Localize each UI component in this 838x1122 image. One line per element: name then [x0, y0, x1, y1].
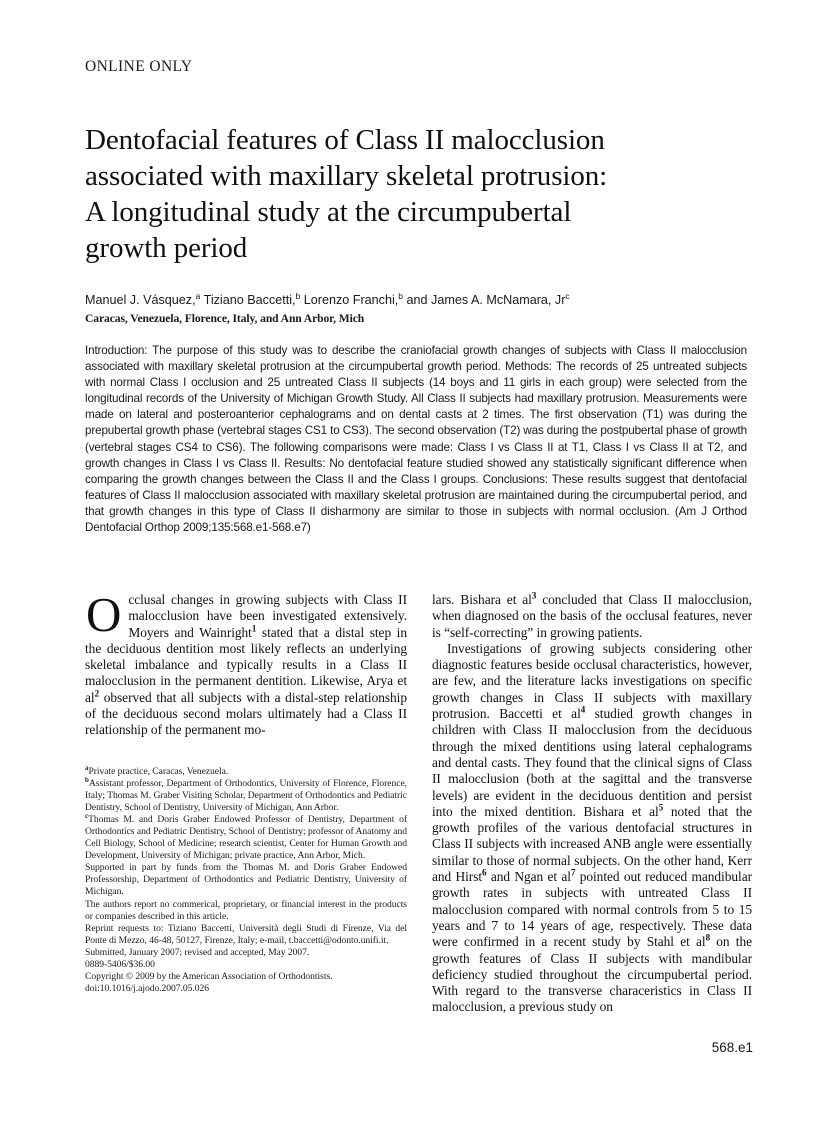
footnote-a-mark: a: [85, 763, 89, 772]
footnote-a-text: Private practice, Caracas, Venezuela.: [88, 766, 229, 777]
right-para2-part-b: studied growth changes in children with Class II malocclusion from the deciduous through the mixed dentitions using lateral cephalograms and dental casts. They found that the clinical signs of Class II malocclusion (both at the sagittal and the transverse levels) are evident in the deciduous dentition and persist into the mixed dentition. Bishara et al: [432, 706, 752, 819]
footnotes: [85, 763, 407, 995]
footnote-c: [85, 814, 407, 862]
citation-ref-3[interactable]: 3: [531, 590, 537, 601]
footnote-a: [85, 763, 407, 778]
author-3: Lorenzo Franchi,: [300, 293, 399, 307]
right-para2-part-d: and Ngan et al: [486, 869, 571, 885]
right-para2: [432, 641, 752, 1016]
footnote-reprints: Reprint requests to: Tiziano Baccetti, Università degli Studi di Firenze, Via del Ponte di Mezzo, 46-48, 50127, Firenze, Italy; e-mail, t.baccetti@odonto.unifi.it.: [85, 922, 407, 946]
left-para1-part-a: cclusal changes in growing subjects with Class II malocclusion have been investigated extensively. Moyers and Wainright: [128, 592, 407, 640]
citation-ref-1[interactable]: 1: [251, 623, 257, 634]
citation-ref-6[interactable]: 6: [482, 867, 487, 878]
right-para2-part-a: Investigations of growing subjects considering other diagnostic features beside occlusal characteristics, however, are few, and the literature lacks investigations on specific growth changes in Class II subjects with maxillary protrusion. Baccetti et al: [432, 640, 752, 722]
right-para2-part-e: pointed out reduced mandibular growth rates in subjects with untreated Class II malocclusion compared with normal controls from 5 to 15 years and 7 to 14 years of age, respectively. These data were confirmed in a recent study by Stahl et al: [432, 869, 752, 950]
page-number: 568.e1: [711, 1040, 753, 1055]
citation-ref-4[interactable]: 4: [580, 704, 586, 715]
drop-cap: O: [86, 587, 122, 642]
citation-ref-5[interactable]: 5: [658, 802, 664, 813]
footnote-support: Supported in part by funds from the Thomas M. and Doris Graber Endowed Professorship, Department of Orthodontics and Pediatric Dentistry, University of Michigan.: [85, 862, 407, 898]
title-line-4: growth period: [85, 232, 248, 264]
author-affiliations: Caracas, Venezuela, Florence, Italy, and Ann Arbor, Mich: [85, 312, 365, 325]
footnote-c-mark: c: [85, 812, 89, 820]
footnote-issn: 0889-5406/$36.00: [85, 958, 155, 970]
left-para1-part-c: observed that all subjects with a distal-step relationship of the deciduous second molars ultimately had a Class II relationship of the permanent mo-: [85, 689, 407, 738]
title-line-2: associated with maxillary skeletal protrusion:: [85, 160, 608, 192]
author-3-mark: b: [398, 290, 404, 301]
footnote-b: [85, 775, 407, 814]
body-column-right: [432, 592, 752, 1016]
abstract: Introduction: The purpose of this study was to describe the craniofacial growth changes of subjects with Class II malocclusion associated with maxillary skeletal protrusion at the circumpubertal growth period. Methods: The records of 25 untreated subjects with normal Class I occlusion and 25 untreated Class II subjects (14 boys and 11 girls in each group) were selected from the longitudinal records of the University of Michigan Growth Study. All Class II subjects had maxillary protrusion. Measurements were made on lateral and posteroanterior cephalograms and on dental casts at 2 times. The first observation (T1) was during the prepubertal growth phase (vertebral stages CS1 to CS3). The second observation (T2) was during the postpubertal phase of growth (vertebral stages CS4 to CS6). The following comparisons were made: Class I vs Class II at T1, Class I vs Class II at T2, and growth changes in Class I vs Class II. Results: No dentofacial feature studied showed any statistically significant difference when comparing the growth changes between the Class II and the Class I groups. Conclusions: These results suggest that dentofacial features of Class II malocclusion associated with maxillary skeletal protrusion are maintained during the circumpubertal period, and that growth changes in this type of Class II disharmony are similar to those in subjects with normal occlusion. (Am J Orthod Dentofacial Orthop 2009;135:568.e1-568.e7): [85, 344, 747, 535]
footnote-b-mark: b: [85, 775, 89, 784]
footnote-c-text: Thomas M. and Doris Graber Endowed Professor of Dentistry, Department of Orthodontics and Pediatric Dentistry, School of Dentistry; professor of Anatomy and Cell Biology, School of Medicine; research scientist, Center for Human Growth and Development, University of Michigan; private practice, Ann Arbor, Mich.: [85, 814, 407, 862]
author-1-mark: a: [195, 290, 201, 301]
right-para1: [432, 592, 752, 641]
left-para1-part-b: stated that a distal step in the deciduous dentition most likely reflects an underlying skeletal imbalance and typically results in a Class II malocclusion in the permanent dentition. Likewise, Arya et al: [85, 624, 407, 705]
footnote-b-text: Assistant professor, Department of Orthodontics, University of Florence, Florence, Italy; Thomas M. Graber Visiting Scholar, Department of Orthodontics and Pediatric Dentistry, School of Dentistry, University of Michigan, Ann Arbor.: [85, 778, 407, 814]
footnote-doi: doi:10.1016/j.ajodo.2007.05.026: [85, 982, 209, 994]
author-2-mark: b: [295, 290, 301, 301]
title-line-1: Dentofacial features of Class II malocclusion: [85, 124, 605, 156]
author-1: Manuel J. Vásquez,: [85, 293, 196, 307]
right-para1-part-a: lars. Bishara et al: [432, 592, 532, 607]
author-2: Tiziano Baccetti,: [200, 293, 296, 307]
right-para1-part-b: concluded that Class II malocclusion, when diagnosed on the basis of the occlusal features, never is “self-correcting” in growing patients.: [432, 592, 752, 640]
author-4: and James A. McNamara, Jr: [403, 293, 566, 307]
running-head: ONLINE ONLY: [85, 58, 193, 75]
page-title: [85, 122, 725, 266]
title-line-3: A longitudinal study at the circumpubertal: [85, 196, 572, 228]
body-column-left: [85, 587, 407, 739]
footnote-copyright: Copyright © 2009 by the American Association of Orthodontists.: [85, 970, 333, 982]
author-names: [85, 292, 745, 308]
citation-ref-2[interactable]: 2: [94, 688, 100, 699]
right-para2-part-c: noted that the growth profiles of the various dentofacial structures in Class II subjects with increased ANB angle were essentially similar to those of normal subjects. On the other hand, Kerr and Hirst: [432, 803, 752, 885]
right-para2-part-f: on the growth features of Class II subjects with mandibular deficiency studied throughout the circumpubertal period. With regard to the transverse characeristics in Class II malocclusion, a previous study on: [432, 934, 752, 1015]
footnote-submitted: Submitted, January 2007; revised and accepted, May 2007.: [85, 946, 310, 958]
author-4-mark: c: [565, 290, 570, 301]
citation-ref-7[interactable]: 7: [570, 867, 576, 878]
citation-ref-8[interactable]: 8: [705, 932, 711, 943]
right-paragraph-1: [432, 592, 752, 1016]
footnote-conflict: The authors report no commerical, proprietary, or financial interest in the products or companies described in this article.: [85, 898, 407, 922]
author-block: [85, 292, 745, 327]
left-paragraph-1: [85, 587, 407, 739]
